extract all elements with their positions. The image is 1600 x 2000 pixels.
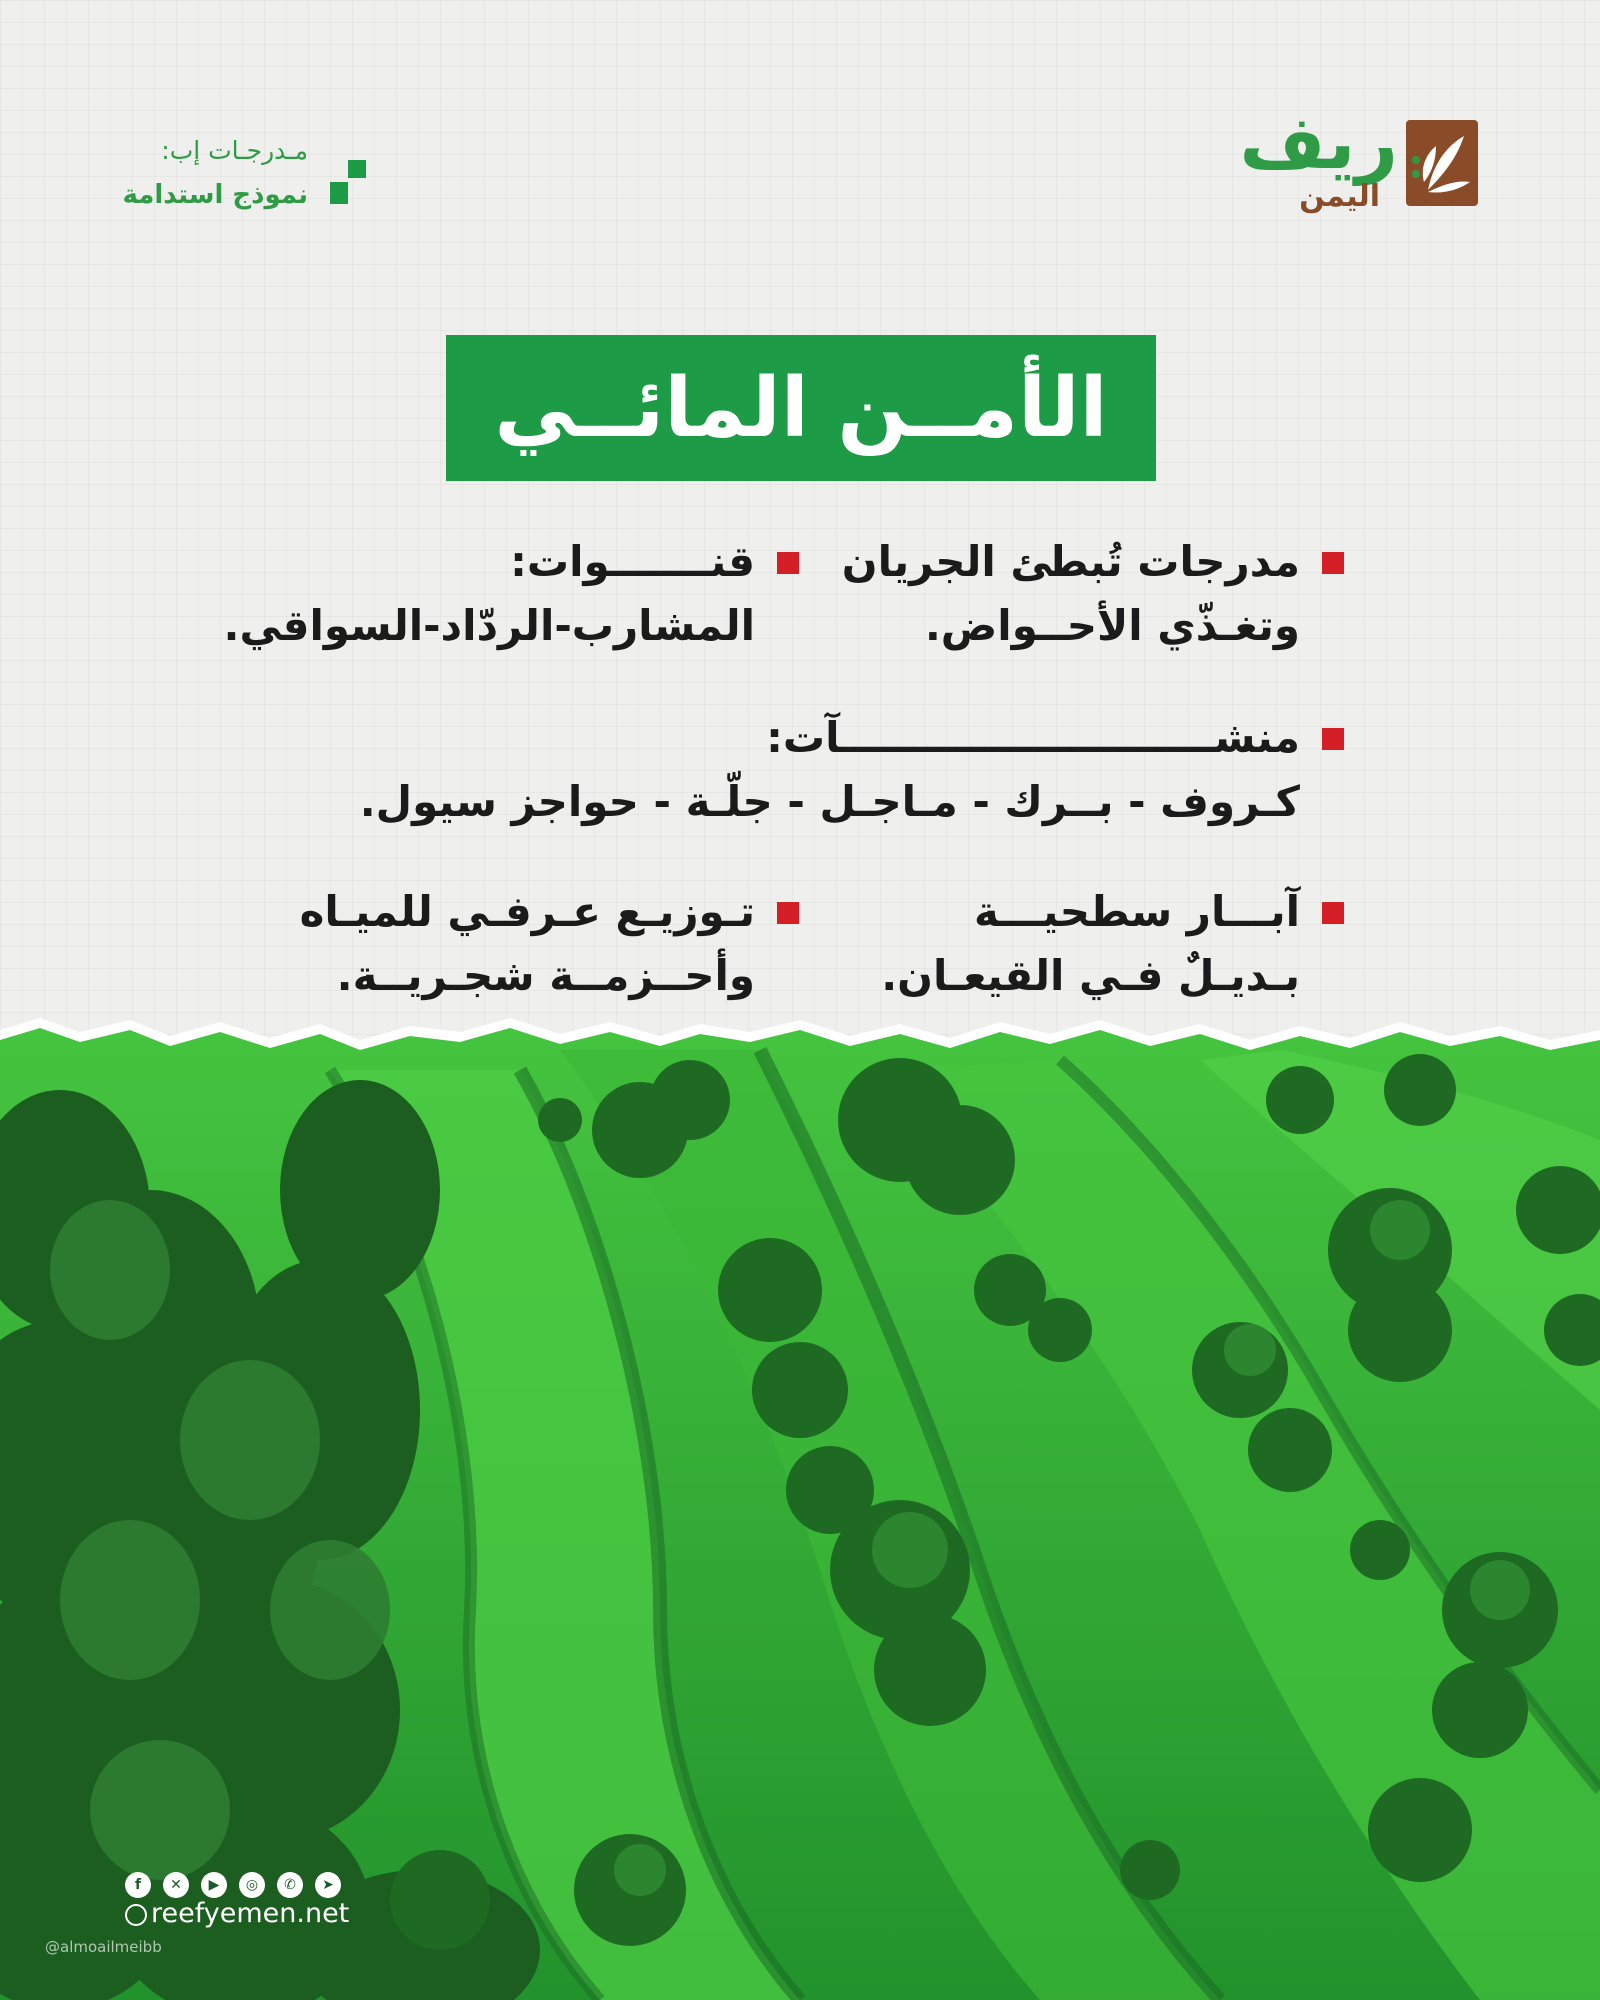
terraced-landscape-image: [0, 1010, 1600, 2000]
bullet-marker: [777, 552, 799, 574]
item-line: بـديـلٌ فـي القيعـان.: [881, 951, 1300, 1000]
bullet-marker: [1322, 552, 1344, 574]
bullet-item-terraces: [842, 530, 1300, 658]
pixel-blocks-icon: [330, 160, 372, 206]
instagram-icon[interactable]: ◎: [239, 1872, 265, 1898]
series-subtitle: نموذج استدامة: [122, 180, 308, 210]
bullet-marker: [1322, 902, 1344, 924]
item-line: آبـــار سطحيـــة: [974, 887, 1300, 936]
bullet-item-facilities: [360, 706, 1300, 834]
bullet-item-wells: [881, 880, 1300, 1008]
brand-logo: [1208, 100, 1478, 214]
website-text: reefyemen.net: [151, 1898, 350, 1929]
facebook-icon[interactable]: f: [125, 1872, 151, 1898]
title-banner: [446, 335, 1156, 481]
website-link[interactable]: [125, 1898, 349, 1929]
item-line: وتغـذّي الأحــواض.: [924, 601, 1300, 650]
x-icon[interactable]: ✕: [163, 1872, 189, 1898]
whatsapp-icon[interactable]: ✆: [277, 1872, 303, 1898]
leaf-badge-icon: [1406, 120, 1478, 206]
youtube-icon[interactable]: ▶: [201, 1872, 227, 1898]
item-line: تـوزيـع عـرفـي للميـاه: [299, 887, 755, 936]
telegram-icon[interactable]: ➤: [315, 1872, 341, 1898]
bullet-marker: [1322, 728, 1344, 750]
series-label: [122, 136, 372, 226]
page-title: الأمــن المائــي: [494, 360, 1108, 456]
watermark-handle: @almoailmeibb: [45, 1938, 162, 1956]
logo-word: ريف: [1239, 100, 1398, 186]
bullet-item-channels: [224, 530, 755, 658]
globe-icon: [125, 1904, 147, 1926]
item-line: مدرجات تُبطئ الجريان: [841, 537, 1300, 586]
item-line: وأحــزمــة شجـريــة.: [336, 951, 755, 1000]
item-line: قنـــــــوات:: [510, 537, 755, 586]
logo-subtitle: اليمن: [1299, 179, 1380, 214]
bullet-item-distribution: [300, 880, 755, 1008]
item-line: منشــــــــــــــــــــــــــآت:: [766, 713, 1300, 762]
item-line: المشارب-الردّاد-السواقي.: [223, 601, 755, 650]
bullet-marker: [777, 902, 799, 924]
item-line: كـروف - بــرك - مـاجـل - جلّـة - حواجز سيول.: [359, 777, 1300, 826]
series-title: مـدرجـات إب:: [161, 136, 308, 165]
